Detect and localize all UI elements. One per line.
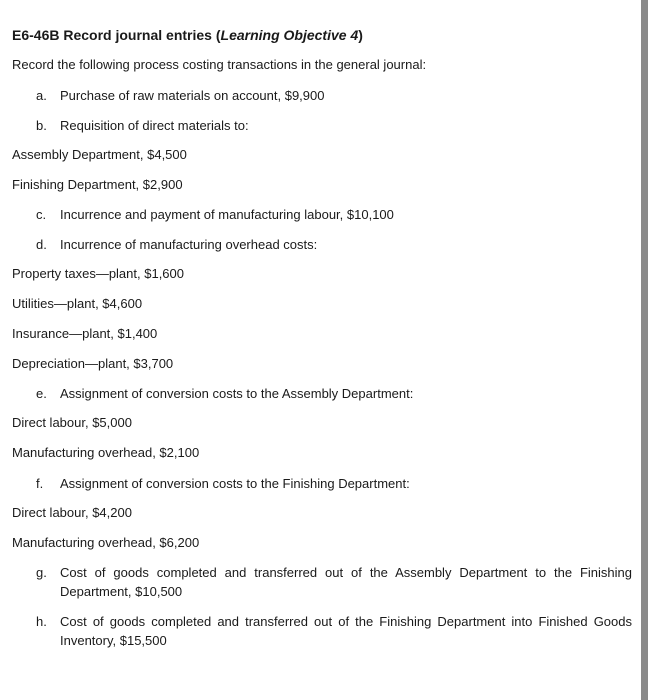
detail-depreciation: Depreciation—plant, $3,700 xyxy=(12,356,174,371)
detail-insurance: Insurance—plant, $1,400 xyxy=(12,326,158,341)
item-b xyxy=(36,116,249,135)
detail-assembly-overhead: Manufacturing overhead, $2,100 xyxy=(12,445,200,460)
detail-finishing-direct-labour: Direct labour, $4,200 xyxy=(12,505,132,520)
item-g-text: Cost of goods completed and transferred out of the Assembly Department to the Finishing Department, $10,500 xyxy=(60,565,632,599)
item-c xyxy=(36,205,394,224)
item-c-letter: c. xyxy=(36,207,47,222)
detail-finishing-department: Finishing Department, $2,900 xyxy=(12,177,183,192)
item-e-letter: e. xyxy=(36,386,47,401)
exercise-code: E6-46B xyxy=(12,27,60,43)
item-f-letter: f. xyxy=(36,476,44,491)
item-a xyxy=(36,86,324,105)
item-h-letter: h. xyxy=(36,614,47,629)
page-edge-divider xyxy=(641,0,648,700)
detail-assembly-department: Assembly Department, $4,500 xyxy=(12,147,187,162)
detail-utilities: Utilities—plant, $4,600 xyxy=(12,296,143,311)
detail-assembly-direct-labour: Direct labour, $5,000 xyxy=(12,415,132,430)
item-b-text: Requisition of direct materials to: xyxy=(60,118,249,133)
item-a-text: Purchase of raw materials on account, $9,900 xyxy=(60,88,325,103)
item-a-letter: a. xyxy=(36,88,47,103)
item-d-letter: d. xyxy=(36,237,47,252)
paren-open: ( xyxy=(215,27,221,43)
item-d xyxy=(36,235,317,254)
detail-property-taxes: Property taxes—plant, $1,600 xyxy=(12,266,184,281)
exercise-title xyxy=(12,26,363,44)
item-e xyxy=(36,384,413,403)
paren-close: ) xyxy=(358,27,363,43)
exercise-title-main: Record journal entries xyxy=(63,27,212,43)
item-f xyxy=(36,474,410,493)
item-f-text: Assignment of conversion costs to the Finishing Department: xyxy=(60,476,410,491)
item-g xyxy=(36,563,632,601)
item-e-text: Assignment of conversion costs to the Assembly Department: xyxy=(60,386,414,401)
item-d-text: Incurrence of manufacturing overhead costs: xyxy=(60,237,318,252)
learning-objective: Learning Objective 4 xyxy=(220,27,359,43)
item-g-letter: g. xyxy=(36,565,47,580)
instruction-text: Record the following process costing transactions in the general journal: xyxy=(12,57,427,72)
item-c-text: Incurrence and payment of manufacturing labour, $10,100 xyxy=(60,207,394,222)
item-b-letter: b. xyxy=(36,118,47,133)
item-h xyxy=(36,612,632,650)
item-h-text: Cost of goods completed and transferred out of the Finishing Department into Finished Goods Inventory, $15,500 xyxy=(60,614,632,648)
detail-finishing-overhead: Manufacturing overhead, $6,200 xyxy=(12,535,200,550)
